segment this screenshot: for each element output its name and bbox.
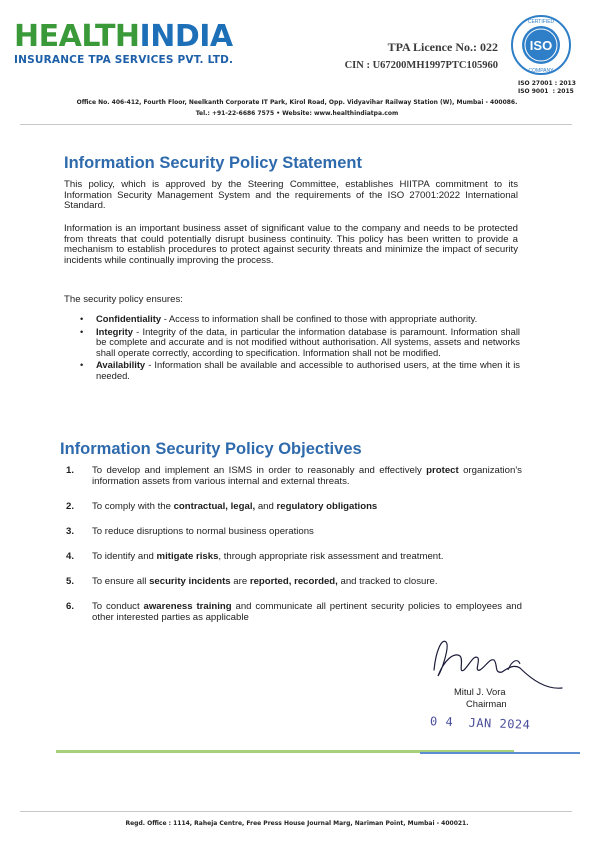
- ensures-intro: The security policy ensures:: [64, 294, 183, 305]
- iso-standards: [518, 80, 576, 96]
- list-item: 1. To develop and implement an ISMS in order to reasonably and effectively protect organization's information assets from various internal and external threats.: [66, 465, 522, 487]
- iso-badge-center: ISO: [529, 38, 553, 53]
- list-item: 3. To reduce disruptions to normal business operations: [66, 526, 314, 537]
- list-item: • Integrity - Integrity of the data, in particular the information database is paramount. Information shall be complete and accurate and is not modified without authorisation. All systems, assets and networks shall operate correctly, according to specification. Information shall not be modified.: [80, 325, 520, 358]
- company-logo: [14, 19, 234, 66]
- security-principles-list: [80, 314, 520, 384]
- logo-subtitle: INSURANCE TPA SERVICES PVT. LTD.: [14, 54, 234, 66]
- bullet-icon: •: [80, 313, 84, 324]
- date-stamp: 0 4 JAN 2024: [429, 714, 531, 732]
- tpa-licence: TPA Licence No.: 022: [387, 40, 498, 54]
- list-item: • Availability - Information shall be available and accessible to authorised users, at the time when it is needed.: [80, 359, 520, 381]
- list-item: 6. To conduct awareness training and communicate all pertinent security policies to employees and other interested parties as applicable: [66, 601, 522, 623]
- cin-number: CIN : U67200MH1997PTC105960: [344, 60, 498, 71]
- bullet-icon: •: [80, 359, 84, 371]
- logo-health: HEALTH: [14, 19, 140, 54]
- list-item: 2. To comply with the contractual, legal, and regulatory obligations: [66, 501, 378, 512]
- footer-accent-blue: [420, 752, 580, 754]
- signatory-title: Chairman: [466, 698, 507, 709]
- iso-27001: ISO 27001 : 2013: [518, 80, 576, 87]
- list-item: 4. To identify and mitigate risks, through appropriate risk assessment and treatment.: [66, 551, 444, 562]
- list-item: • Confidentiality - Access to information shall be confined to those with appropriate authority.: [80, 313, 478, 324]
- office-address: Office No. 406-412, Fourth Floor, Neelkanth Corporate IT Park, Kirol Road, Opp. Vidyavihar Railway Station (W), Mumbai - 400086.: [76, 99, 518, 106]
- statement-title: Information Security Policy Statement: [64, 154, 362, 172]
- logo-india: INDIA: [139, 19, 233, 54]
- bullet-icon: •: [80, 325, 84, 337]
- list-item: 5. To ensure all security incidents are reported, recorded, and tracked to closure.: [66, 576, 438, 587]
- iso-badge-top: CERTIFIED: [527, 19, 555, 25]
- logo-wordmark: [14, 19, 233, 54]
- footer-divider: [20, 811, 572, 812]
- statement-paragraph-2: Information is an important business asset of significant value to the company and needs to be protected from threats that could potentially disrupt business continuity. This policy has been written to provide a mechanism to establish procedures to protect against security threats and minimize the impact of security incidents while continually improving the process.: [64, 223, 518, 266]
- statement-paragraph-1: This policy, which is approved by the Steering Committee, establishes HIITPA commitment to its Information Security Management System and the requirements of the ISO 27001:2022 International Standard.: [64, 179, 518, 212]
- objectives-title: Information Security Policy Objectives: [60, 440, 362, 458]
- iso-9001: ISO 9001 : 2015: [518, 88, 574, 95]
- iso-badge-bottom: COMPANY: [528, 68, 554, 74]
- signatory-name: Mitul J. Vora: [454, 686, 506, 697]
- registered-office: Regd. Office : 1114, Raheja Centre, Free Press House Journal Marg, Nariman Point, Mumbai - 400021.: [125, 820, 469, 827]
- header-divider: [20, 124, 572, 125]
- licence-block: [345, 40, 498, 71]
- contact-line: Tel.: +91-22-6686 7575 • Website: www.healthindiatpa.com: [195, 110, 399, 117]
- iso-certified-badge-icon: [510, 14, 572, 76]
